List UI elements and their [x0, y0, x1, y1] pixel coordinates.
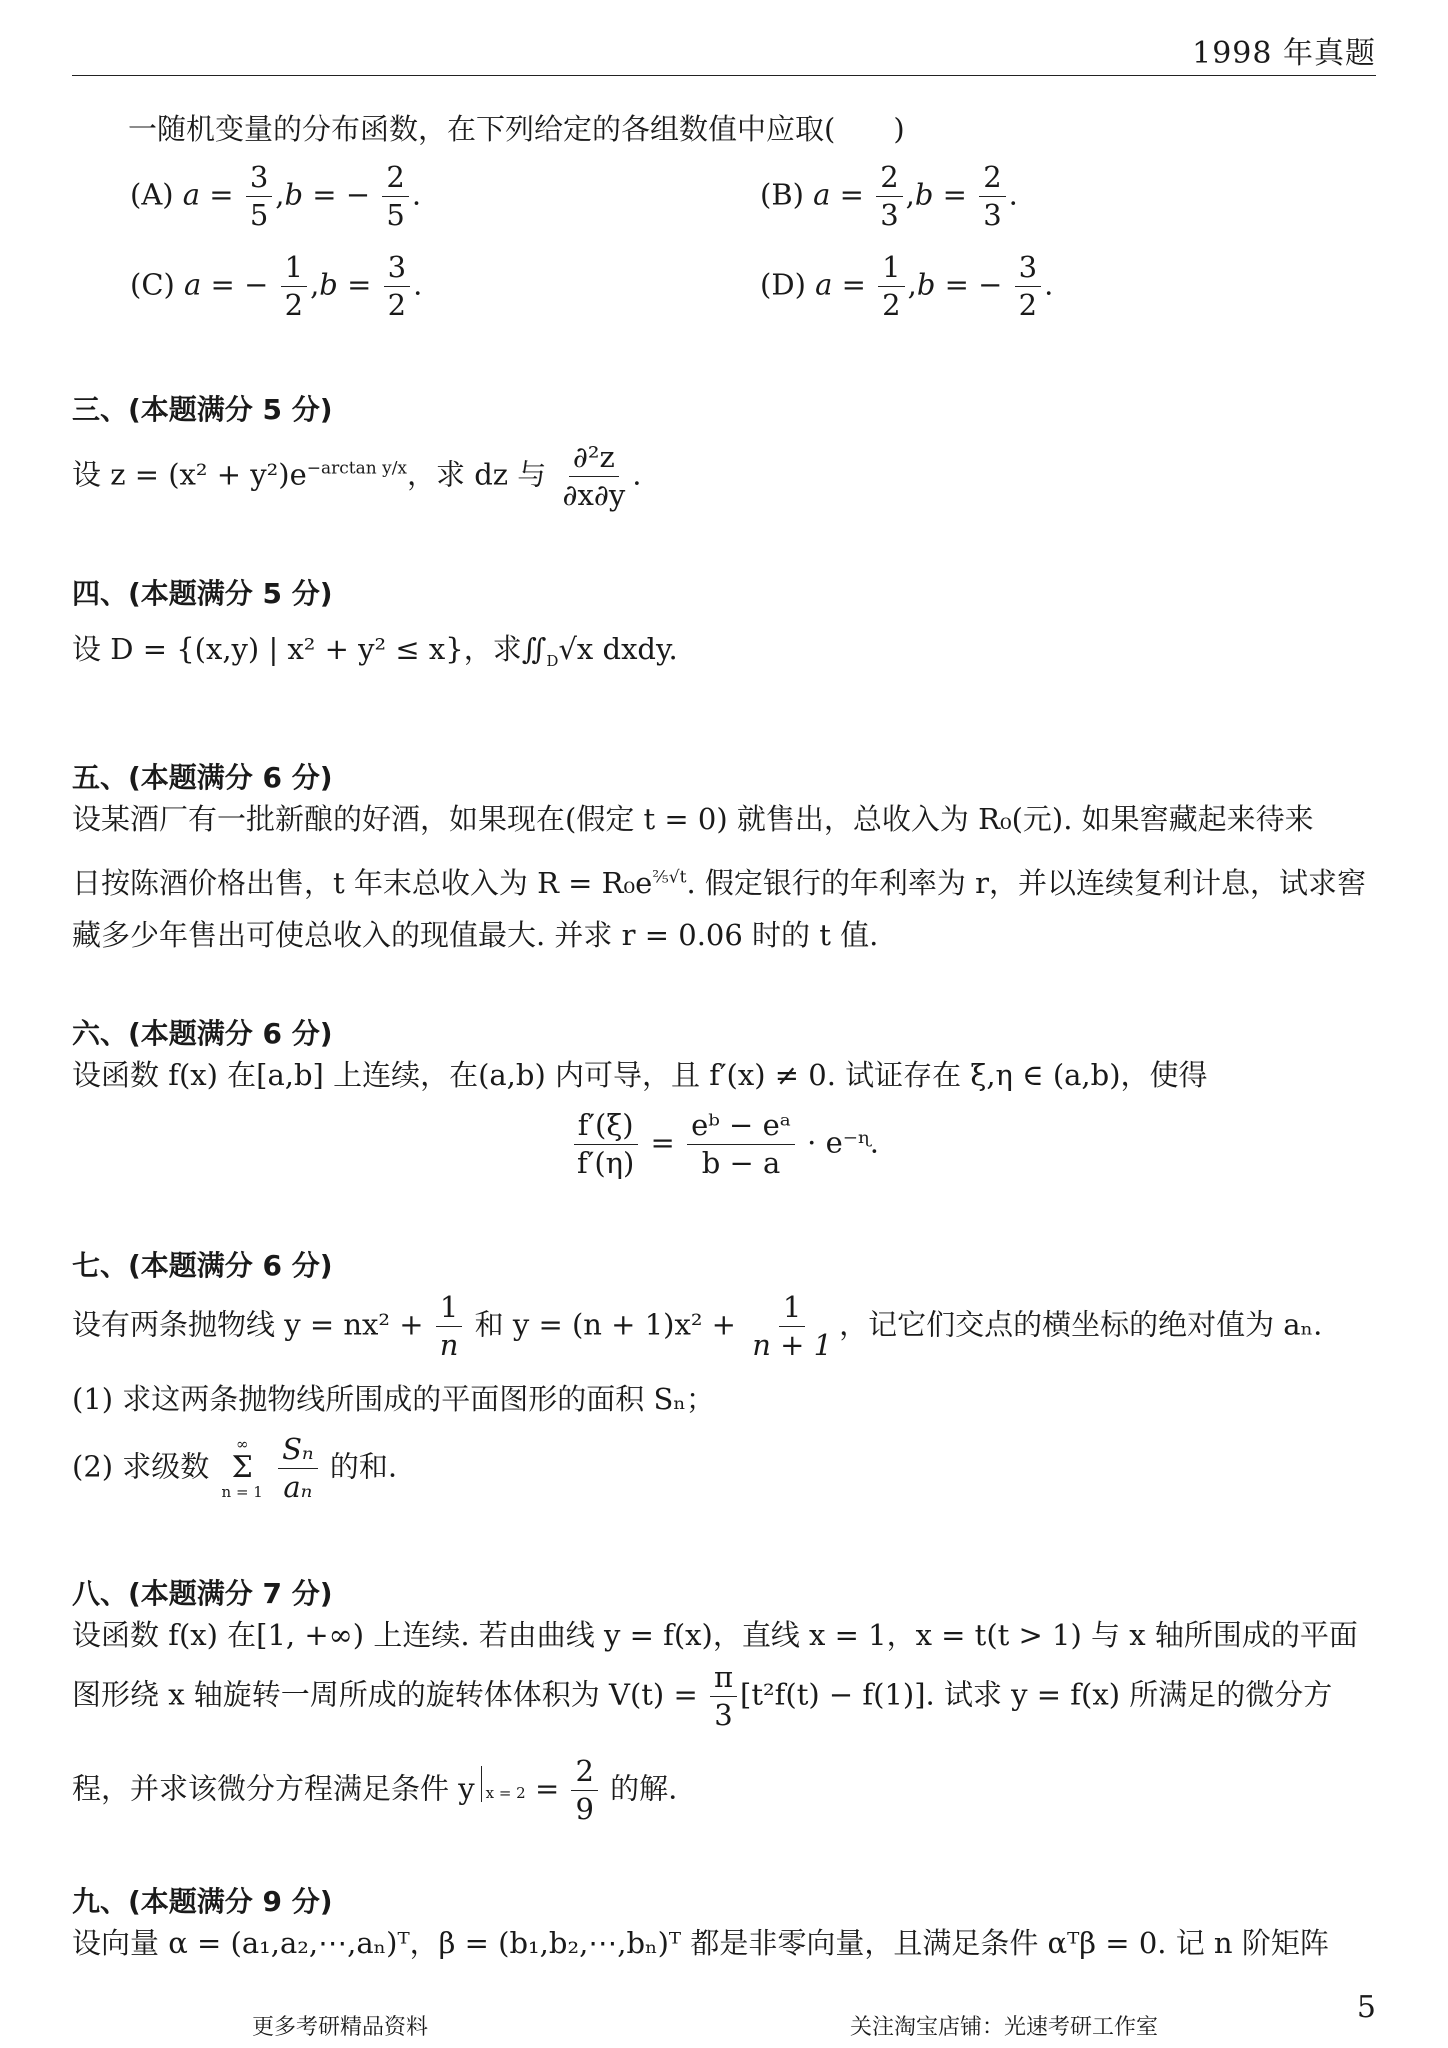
page-header: 1998 年真题	[1192, 36, 1376, 71]
option-c: (C) a = − $\frac{1}{2}$ ,b = $\frac{3}{2}$ .	[130, 250, 423, 322]
section-8-line-1: 设函数 f(x) 在[1, +∞) 上连续. 若由曲线 y = f(x)，直线 x = 1，x = t(t > 1) 与 x 轴所围成的平面	[72, 1618, 1358, 1652]
section-5-line-3: 藏多少年售出可使总收入的现值最大. 并求 r = 0.06 时的 t 值.	[72, 918, 879, 952]
option-b-label: (B)	[760, 177, 804, 212]
equation-lhs-fraction: $\frac{f'(\xi)}{f'(\eta)}$	[573, 1108, 638, 1181]
option-d-frac-b: $\frac{3}{2}$	[1015, 250, 1041, 323]
section-8-line-3: 程，并求该微分方程满足条件 y x = 2 = $\frac{2}{9}$ 的解.	[72, 1754, 678, 1826]
option-b-frac-a: $\frac{2}{3}$	[876, 160, 902, 233]
option-d: (D) a = $\frac{1}{2}$ ,b = − $\frac{3}{2}$ .	[760, 250, 1054, 322]
footer-left: 更多考研精品资料	[252, 2015, 429, 2040]
section-7-line-1: 设有两条抛物线 y = nx² + $\frac{1}{n}$ 和 y = (n + 1)x² + $\frac{1}{n + 1}$ ，记它们交点的横坐标的绝对值为 aₙ.	[72, 1290, 1323, 1362]
series-term-fraction: $\frac{\text{Sₙ}}{\text{aₙ}}$	[278, 1432, 318, 1505]
question-intro: 一随机变量的分布函数，在下列给定的各组数值中应取( )	[128, 112, 905, 146]
option-a-frac-a: $\frac{3}{5}$	[246, 160, 272, 233]
option-d-label: (D)	[760, 267, 806, 302]
section-7-title: 七、(本题满分 6 分)	[72, 1249, 333, 1282]
option-d-frac-a: $\frac{1}{2}$	[878, 250, 904, 323]
option-c-frac-a: $\frac{1}{2}$	[281, 250, 307, 323]
section-6-equation: $\frac{f'(\xi)}{f'(\eta)}$ = $\frac{\text{eᵇ − eᵃ}}{b - a}$ · e⁻ᶯ.	[570, 1108, 879, 1181]
parabola-1-fraction: $\frac{1}{n}$	[436, 1290, 463, 1363]
option-c-frac-b: $\frac{3}{2}$	[384, 250, 410, 323]
section-5-line-2: 日按陈酒价格出售，t 年末总收入为 $R = R_0e^{\frac{2}{5}√t}$. 假定银行的年利率为 r，并以连续复利计息，试求窖	[72, 866, 1366, 900]
section-5-line-1: 设某酒厂有一批新酿的好酒，如果现在(假定 t = 0) 就售出，总收入为 R₀(元). 如果窖藏起来待来	[72, 802, 1314, 836]
footer-right: 关注淘宝店铺：光速考研工作室	[850, 2015, 1159, 2040]
option-a-label: (A)	[130, 177, 174, 212]
section-6-line-1: 设函数 f(x) 在[a,b] 上连续，在(a,b) 内可导，且 f′(x) ≠ 0. 试证存在 ξ,η ∈ (a,b)，使得	[72, 1058, 1208, 1092]
section-8-title: 八、(本题满分 7 分)	[72, 1577, 333, 1610]
initial-condition-fraction: $\frac{2}{9}$	[571, 1754, 597, 1827]
section-4-body: 设 D = {(x,y) | x² + y² ≤ x}，求$∬_D√x$ dxdy.	[72, 632, 678, 670]
option-a: (A) a = $\frac{3}{5}$ ,b = − $\frac{2}{5}$ .	[130, 160, 422, 232]
option-c-label: (C)	[130, 267, 175, 302]
section-9-title: 九、(本题满分 9 分)	[72, 1885, 333, 1918]
option-a-frac-b: $\frac{2}{5}$	[382, 160, 408, 233]
section-7-part-1: (1) 求这两条抛物线所围成的平面图形的面积 Sₙ；	[72, 1382, 715, 1416]
pi-over-3-fraction: $\frac{\pi}{3}$	[710, 1660, 737, 1733]
equation-rhs-fraction: $\frac{\text{eᵇ − eᵃ}}{b - a}$	[687, 1108, 795, 1181]
summation-symbol: ∞ Σ n = 1	[221, 1435, 263, 1502]
section-5-title: 五、(本题满分 6 分)	[72, 761, 333, 794]
partial-derivative-fraction: $\frac{\text{∂²z}}{\partial x\partial y}$	[562, 440, 626, 512]
section-9-line-1: 设向量 α = (a₁,a₂,⋯,aₙ)ᵀ，β = (b₁,b₂,⋯,bₙ)ᵀ 都是非零向量，且满足条件 αᵀβ = 0. 记 n 阶矩阵	[72, 1926, 1329, 1960]
section-3-title: 三、(本题满分 5 分)	[72, 393, 333, 426]
option-b: (B) a = $\frac{2}{3}$ ,b = $\frac{2}{3}$ .	[760, 160, 1018, 232]
section-8-line-2: 图形绕 x 轴旋转一周所成的旋转体体积为 V(t) = $\frac{\pi}{3}$ [t²f(t) − f(1)]. 试求 y = f(x) 所满足的微分方	[72, 1660, 1333, 1732]
section-7-part-2: (2) 求级数 ∞ Σ n = 1 $\frac{\text{Sₙ}}{\text{aₙ}}$ 的和.	[72, 1432, 398, 1504]
section-6-title: 六、(本题满分 6 分)	[72, 1017, 333, 1050]
section-3-body: 设 $z = (x^2 + y^2)e^{-arctan y/x}$，求 dz 与 $\frac{\text{∂²z}}{\partial x\partial y}$ .	[72, 440, 642, 512]
header-rule	[72, 75, 1376, 76]
page-number: 5	[1356, 1990, 1376, 2025]
parabola-2-fraction: $\frac{1}{n + 1}$	[752, 1290, 833, 1362]
option-b-frac-b: $\frac{2}{3}$	[979, 160, 1005, 233]
section-4-title: 四、(本题满分 5 分)	[72, 577, 333, 610]
